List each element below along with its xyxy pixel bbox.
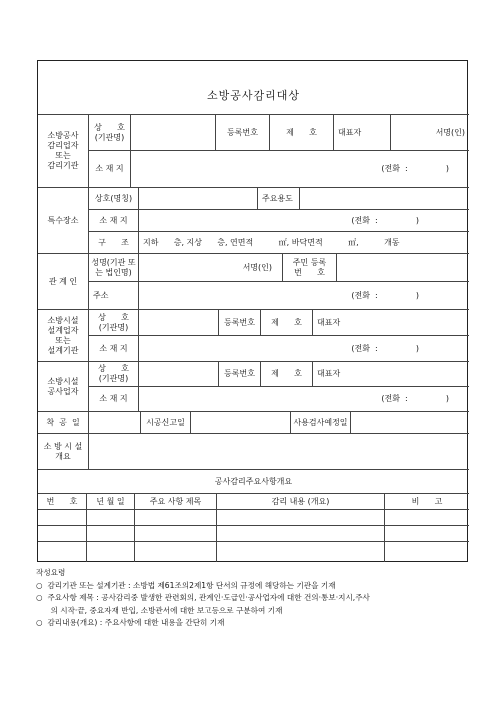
supervisor-name-label: 상 호 (기관명) (88, 114, 130, 150)
contractor-name-label: 상 호 (기관명) (88, 361, 138, 386)
contractor-addr-field[interactable]: (전화 : ) (138, 386, 469, 411)
contractor-group-label: 소방시설 공사업자 (38, 361, 88, 411)
summary-col-note: 비 고 (384, 493, 469, 509)
supervisor-reg-field[interactable]: 제 호 (269, 114, 333, 150)
summary-cell[interactable] (86, 525, 134, 541)
place-struct-field[interactable]: 지하 층, 지상 층, 연면적 ㎡, 바닥면적 ㎡, 개동 (138, 231, 469, 253)
summary-col-date: 년 월 일 (86, 493, 134, 509)
place-usage-field[interactable] (299, 187, 469, 209)
form-frame (37, 60, 468, 562)
supervisor-sign-field[interactable]: 서명(인) (390, 114, 469, 150)
summary-cell[interactable] (38, 525, 86, 541)
person-group-label: 관 계 인 (38, 253, 88, 309)
overview-field[interactable] (88, 433, 469, 469)
place-addr-label: 소 재 지 (88, 209, 138, 231)
summary-cell[interactable] (38, 509, 86, 525)
designer-name-field[interactable] (138, 309, 218, 335)
person-id-field[interactable] (336, 253, 469, 281)
place-struct-label: 구 조 (88, 231, 138, 253)
summary-cell[interactable] (134, 541, 216, 562)
designer-group-label: 소방시설 설계업자 또는 설계기관 (38, 309, 88, 361)
summary-title: 공사감리주요사항개요 (38, 469, 469, 493)
writing-guide-line: ○ 주요사항 제목 : 공사감리중 발생한 관련회의, 관계인·도급인·공사업자에 대한 건의·통보·지시,주사 (36, 593, 370, 602)
person-name-label: 성명(기관 또 는 법인명) (88, 253, 138, 281)
report-date-label: 시공신고일 (140, 411, 190, 433)
start-date-label: 착 공 일 (38, 411, 88, 433)
supervisor-group-label: 소방공사 감리업자 또는 감리기관 (38, 114, 88, 187)
summary-cell[interactable] (216, 541, 384, 562)
summary-cell[interactable] (86, 509, 134, 525)
contractor-reg-field[interactable]: 제 호 (260, 361, 312, 386)
summary-cell[interactable] (384, 541, 469, 562)
person-sign-field[interactable]: 서명(인) (138, 253, 282, 281)
place-group-label: 특수장소 (38, 187, 88, 253)
summary-cell[interactable] (86, 541, 134, 562)
writing-guide-heading: 작성요령 (36, 568, 66, 577)
place-name-label: 상호(명칭) (88, 187, 138, 209)
designer-addr-field[interactable]: (전화 : ) (138, 335, 469, 361)
summary-cell[interactable] (216, 509, 384, 525)
inspect-date-label: 사용검사예정일 (290, 411, 350, 433)
place-addr-field[interactable]: (전화 : ) (138, 209, 469, 231)
summary-cell[interactable] (38, 541, 86, 562)
form-title: 소방공사감리대상 (206, 89, 300, 102)
person-addr-field[interactable]: (전화 : ) (138, 281, 469, 309)
summary-cell[interactable] (134, 525, 216, 541)
overview-label: 소 방 시 설 개요 (38, 433, 88, 469)
contractor-rep-label: 대표자 (312, 361, 469, 386)
summary-cell[interactable] (384, 509, 469, 525)
person-id-label: 주민 등록 번 호 (282, 253, 336, 281)
supervisor-addr-field[interactable]: (전화 : ) (130, 150, 469, 187)
designer-reg-field[interactable]: 제 호 (260, 309, 312, 335)
designer-rep-label: 대표자 (312, 309, 469, 335)
supervisor-reg-label: 등록번호 (215, 114, 269, 150)
contractor-reg-label: 등록번호 (218, 361, 260, 386)
contractor-name-field[interactable] (138, 361, 218, 386)
place-name-field[interactable] (138, 187, 257, 209)
summary-cell[interactable] (134, 509, 216, 525)
designer-name-label: 상 호 (기관명) (88, 309, 138, 335)
person-addr-label: 주소 (88, 281, 138, 309)
designer-reg-label: 등록번호 (218, 309, 260, 335)
writing-guide (36, 567, 476, 630)
summary-col-content: 감리 내용 (개요) (216, 493, 384, 509)
supervisor-addr-label: 소 재 지 (88, 150, 130, 187)
summary-cell[interactable] (216, 525, 384, 541)
writing-guide-line: 의 시작·끝, 중요자재 반입, 소방관서에 대한 보고등으로 구분하여 기재 (36, 605, 283, 615)
summary-col-number: 번 호 (38, 493, 86, 509)
inspect-date-field[interactable] (350, 411, 469, 433)
report-date-field[interactable] (190, 411, 290, 433)
designer-addr-label: 소 재 지 (88, 335, 138, 361)
summary-cell[interactable] (384, 525, 469, 541)
writing-guide-line: ○ 감리내용(개요) : 주요사항에 대한 내용을 간단히 기재 (36, 618, 225, 627)
contractor-addr-label: 소 재 지 (88, 386, 138, 411)
supervisor-name-field[interactable] (130, 114, 215, 150)
writing-guide-line: ○ 감리기관 또는 설계기관 : 소방법 제61조의2제1항 단서의 규정에 해당하는 기관을 기재 (36, 580, 336, 590)
summary-col-subject: 주요 사항 제목 (134, 493, 216, 509)
start-date-field[interactable] (88, 411, 140, 433)
supervisor-rep-label: 대표자 (333, 114, 390, 150)
place-usage-label: 주요용도 (257, 187, 299, 209)
